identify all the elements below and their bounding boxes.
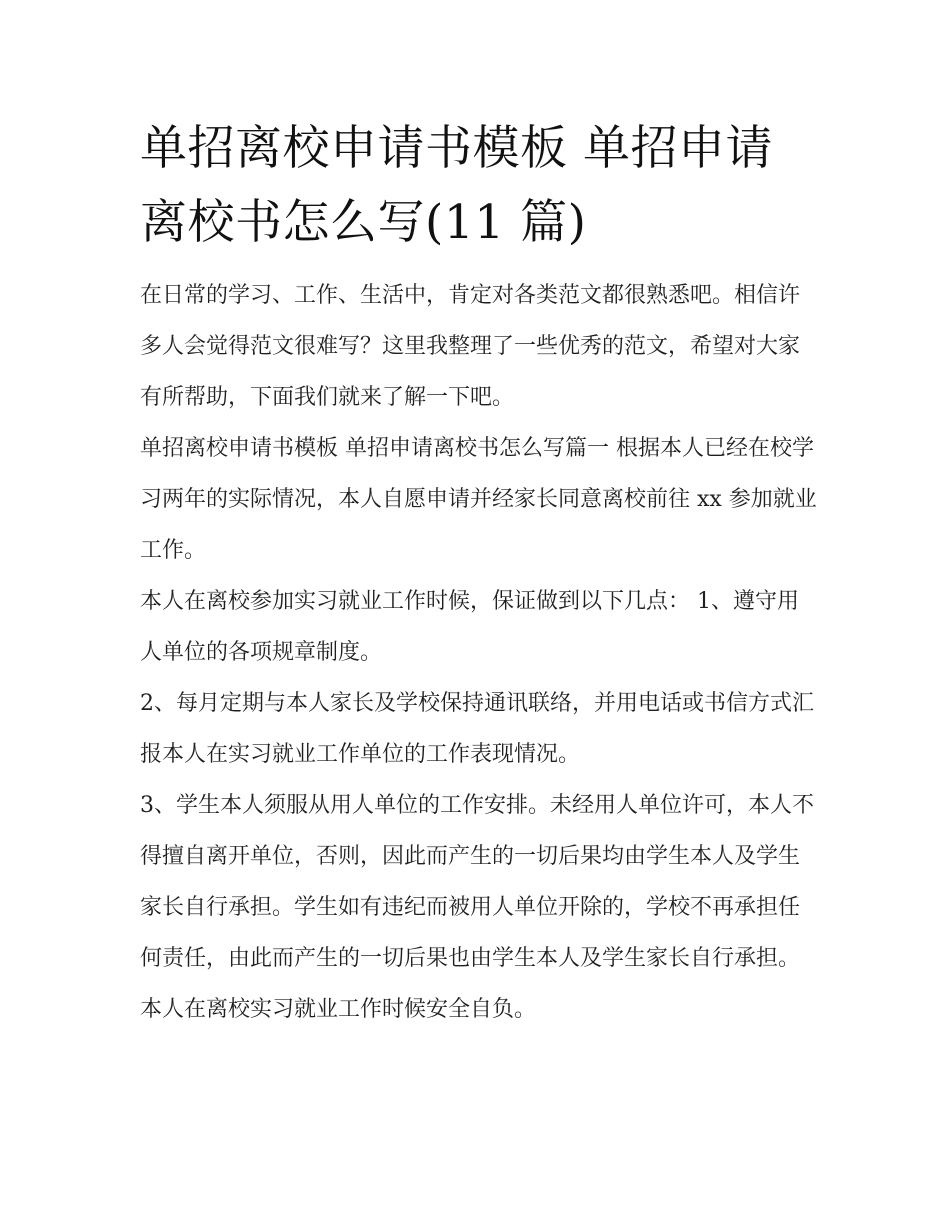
document-body — [140, 270, 820, 1035]
paragraph-intro: 在日常的学习、工作、生活中，肯定对各类范文都很熟悉吧。相信许多人会觉得范文很难写？这里我整理了一些优秀的范文，希望对大家有所帮助，下面我们就来了解一下吧。 — [140, 283, 801, 410]
document-content — [140, 112, 820, 1035]
document-title: 单招离校申请书模板 单招申请离校书怎么写(11 篇) — [140, 121, 773, 250]
paragraph-pledge-1: 本人在离校参加实习就业工作时候，保证做到以下几点： 1、遵守用人单位的各项规章制度。 — [140, 589, 799, 665]
paragraph-pledge-2: 2、每月定期与本人家长及学校保持通讯联络，并用电话或书信方式汇报本人在实习就业工作单位的工作表现情况。 — [140, 691, 814, 767]
paragraph-template-opening: 单招离校申请书模板 单招申请离校书怎么写篇一 根据本人已经在校学习两年的实际情况，本人自愿申请并经家长同意离校前往 xx 参加就业工作。 — [140, 436, 817, 563]
paragraph-pledge-3: 3、学生本人须服从用人单位的工作安排。未经用人单位许可，本人不得擅自离开单位，否则，因此而产生的一切后果均由学生本人及学生家长自行承担。学生如有违纪而被用人单位开除的，学校不再承担任何责任，由此而产生的一切后果也由学生本人及学生家长自行承担。本人在离校实习就业工作时候安全自负。 — [140, 793, 814, 1022]
